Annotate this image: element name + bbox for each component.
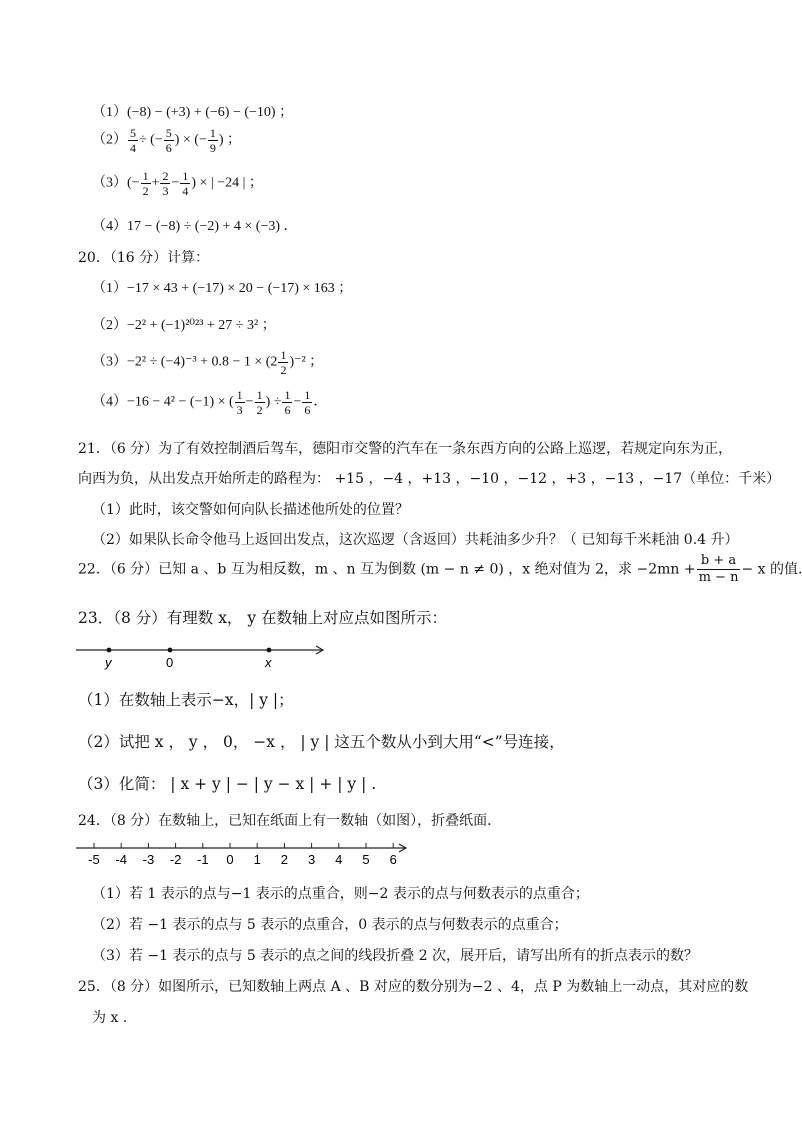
q22-line — [78, 553, 802, 586]
q19-item-2-label: （2） — [92, 132, 127, 148]
operator: )⁻² ； — [289, 354, 324, 370]
point-y — [107, 648, 112, 653]
operator: − — [293, 394, 302, 410]
q23-number-line — [76, 638, 332, 672]
q19-item-4: （4）17 − (−8) ÷ (−2) + 4 × (−3) ． — [92, 219, 298, 234]
q21-line-1: 21．（6 分）为了有效控制酒后驾车，德阳市交警的汽车在一条东西方向的公路上巡逻，若规定向东为正， — [78, 441, 733, 457]
operator: ) ÷ — [265, 394, 282, 410]
q19-item-2 — [92, 126, 241, 155]
operator: ) × | −24 | ； — [191, 175, 263, 191]
fraction: $\frac{1}{2}$ — [280, 348, 287, 377]
q24-item-3: （3）若 −1 表示的点与 5 表示的点之间的线段折叠 2 次，展开后，请写出所有的折点表示的数？ — [92, 948, 699, 964]
q24-item-2: （2）若 −1 表示的点与 5 表示的点重合，0 表示的点与何数表示的点重合； — [92, 917, 568, 933]
tick-label: 4 — [335, 852, 343, 867]
q20-heading: 20．（16 分）计算： — [78, 250, 210, 266]
q23-heading: 23．（8 分）有理数 x， y 在数轴上对应点如图所示： — [78, 609, 448, 627]
q20-item-3-label: （3）−2² ÷ (−4)⁻³ + 0.8 − 1 × (2 — [92, 354, 278, 370]
label-y: y — [105, 655, 112, 670]
tick-label: -3 — [142, 852, 155, 867]
tick-label: 3 — [307, 852, 316, 867]
fraction: $\frac{1}{6}$ — [284, 388, 291, 417]
operator: ) × (− — [174, 132, 207, 148]
operator: + — [151, 175, 160, 191]
fraction: $\frac{1}{2}$ — [142, 169, 149, 198]
tick-label: 0 — [226, 852, 234, 867]
fraction: $\frac{b + a}{m - n}$ — [698, 553, 739, 585]
point-0 — [168, 648, 173, 653]
operator: ． — [313, 394, 328, 410]
q24-item-1: （1）若 1 表示的点与−1 表示的点重合，则−2 表示的点与何数表示的点重合； — [92, 886, 589, 902]
label-x: x — [265, 655, 272, 670]
q23-item-1: （1）在数轴上表示−x，| y |； — [78, 691, 294, 709]
operator: ) ； — [218, 132, 242, 148]
tick-label: 5 — [362, 852, 370, 867]
q20-item-3 — [92, 348, 323, 377]
tick-label: 1 — [253, 852, 261, 867]
fraction: $\frac{1}{6}$ — [304, 388, 311, 417]
q24-heading: 24．（8 分）在数轴上，已知在纸面上有一数轴（如图），折叠纸面． — [78, 813, 502, 829]
tick-label: -1 — [197, 852, 209, 867]
fraction: $\frac{1}{4}$ — [182, 169, 189, 198]
tick-label: 2 — [280, 852, 289, 867]
tick-label: -2 — [169, 852, 182, 867]
fraction: $\frac{5}{6}$ — [165, 126, 172, 155]
fraction: $\frac{1}{3}$ — [236, 388, 243, 417]
operator: ÷ (− — [139, 132, 163, 148]
q24-number-line — [76, 840, 412, 870]
q22-text-end: − x 的值. — [741, 561, 802, 578]
q20-item-2: （2）−2² + (−1)²⁰²³ + 27 ÷ 3² ； — [92, 318, 276, 333]
q20-item-1: （1）−17 × 43 + (−17) × 20 − (−17) × 163 ； — [92, 281, 353, 296]
point-x — [267, 648, 272, 653]
operator: − — [171, 175, 180, 191]
q25-line-1: 25．（8 分）如图所示，已知数轴上两点 A 、B 对应的数分别为−2 、4，点 P 为数轴上一动点，其对应的数 — [78, 979, 749, 995]
fraction: $\frac{1}{2}$ — [256, 388, 263, 417]
fraction: $\frac{2}{3}$ — [162, 169, 169, 198]
q22-text: 22．（6 分）已知 a 、b 互为相反数，m 、n 互为倒数 (m − n ≠ 0) ，x 绝对值为 2，求 −2mn + — [78, 561, 696, 578]
q19-item-1: （1）(−8) − (+3) + (−6) − (−10) ； — [92, 105, 294, 120]
tick-label: -4 — [115, 852, 127, 867]
q20-item-4 — [92, 388, 327, 417]
q21-item-2: （2）如果队长命令他马上返回出发点，这次巡逻（含返回）共耗油多少升？（ 已知每千米耗油 0.4 升） — [92, 532, 739, 548]
q21-item-1: （1）此时，该交警如何向队长描述他所处的位置？ — [92, 502, 409, 518]
q20-item-4-label: （4）−16 − 4² − (−1) × ( — [92, 394, 234, 410]
q19-item-3 — [92, 169, 263, 198]
q25-line-2: 为 x . — [92, 1010, 128, 1026]
q23-item-2: （2）试把 x ， y ， 0， −x ， | y | 这五个数从小到大用“<”号连接， — [78, 733, 565, 751]
label-0: 0 — [166, 655, 174, 670]
fraction: $\frac{1}{9}$ — [209, 126, 216, 155]
q19-item-3-label: （3）(− — [92, 175, 140, 191]
fraction: $\frac{5}{4}$ — [130, 126, 136, 155]
tick-label: 6 — [389, 852, 397, 867]
tick-label: -5 — [88, 852, 100, 867]
operator: − — [245, 394, 254, 410]
q21-line-2: 向西为负，从出发点开始所走的路程为： +15 ，−4 ，+13 ，−10 ，−12 ，+3 ，−13 ，−17（单位：千米） — [78, 471, 781, 487]
q23-item-3: （3）化简： | x + y | − | y − x | + | y | . — [78, 775, 377, 793]
